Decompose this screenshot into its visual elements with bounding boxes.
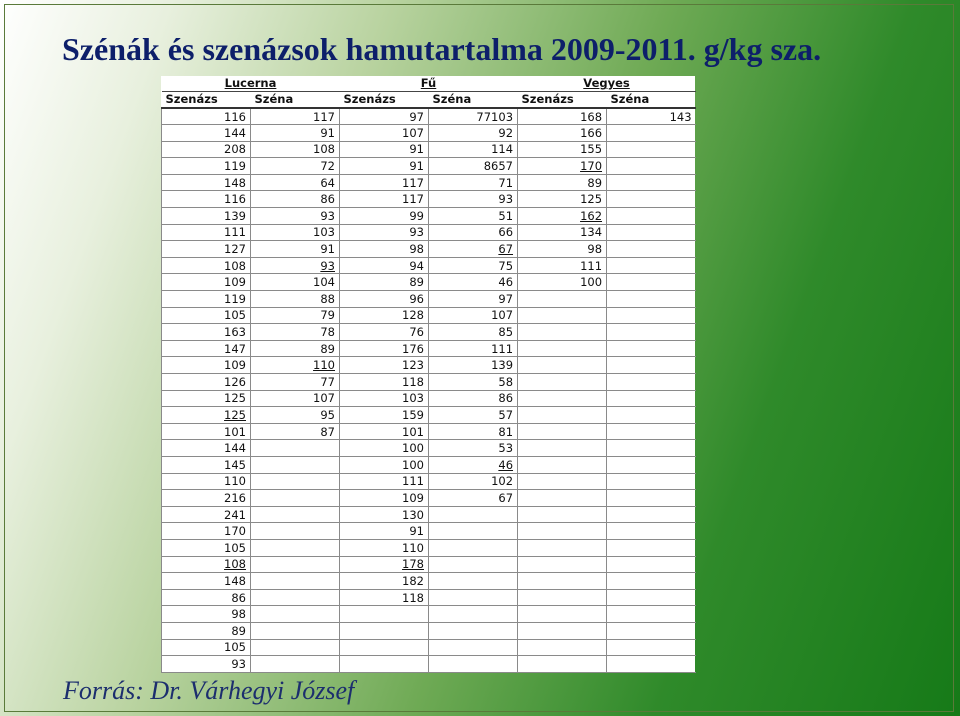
table-cell: 159 [340,407,429,424]
table-cell: 98 [518,241,607,258]
table-cell [518,539,607,556]
table-cell [251,523,340,540]
table-cell [607,324,696,341]
table-cell [607,307,696,324]
table-cell: 111 [429,340,518,357]
table-cell: 97 [340,108,429,125]
table-cell: 110 [251,357,340,374]
table-cell [607,357,696,374]
table-cell: 89 [251,340,340,357]
table-cell: 119 [162,158,251,175]
table-cell [607,490,696,507]
table-cell [607,573,696,590]
table-row [162,407,696,424]
table-cell: 85 [429,324,518,341]
table-cell: 139 [429,357,518,374]
table-cell [251,456,340,473]
table-row [162,257,696,274]
table-cell [518,573,607,590]
table-row [162,125,696,142]
group-header-vegyes: Vegyes [518,76,696,91]
table-cell [518,523,607,540]
table-cell: 99 [340,208,429,225]
table-cell: 178 [340,556,429,573]
table-cell: 100 [340,456,429,473]
table-cell [607,291,696,308]
table-cell: 67 [429,490,518,507]
table-cell [251,606,340,623]
table-cell: 93 [429,191,518,208]
table-cell: 123 [340,357,429,374]
slide-title: Szénák és szenázsok hamutartalma 2009-2011. g/kg sza. [62,31,822,67]
table-row [162,656,696,673]
table-row [162,108,696,125]
table-cell: 98 [162,606,251,623]
table-row [162,291,696,308]
table-cell: 46 [429,456,518,473]
table-cell: 89 [340,274,429,291]
table-cell: 89 [162,622,251,639]
table-cell: 108 [251,141,340,158]
group-header-fu: Fű [340,76,518,91]
table-cell [251,506,340,523]
table-cell: 145 [162,456,251,473]
table-cell [251,440,340,457]
table-cell: 109 [162,357,251,374]
table-cell [518,639,607,656]
table-cell [607,473,696,490]
table-cell [518,440,607,457]
table-cell [607,274,696,291]
table-cell [429,606,518,623]
table-cell: 100 [518,274,607,291]
table-cell: 130 [340,506,429,523]
table-cell: 79 [251,307,340,324]
table-cell: 163 [162,324,251,341]
table-cell [607,423,696,440]
table-cell [607,174,696,191]
table-cell [607,656,696,673]
table-cell: 144 [162,125,251,142]
table-row [162,573,696,590]
table-cell: 98 [340,241,429,258]
table-cell [607,390,696,407]
table-cell [518,357,607,374]
table-cell: 118 [340,374,429,391]
table-cell [607,191,696,208]
table-cell [607,257,696,274]
table-row [162,390,696,407]
table-cell [518,340,607,357]
table-cell: 91 [251,125,340,142]
table-cell [607,125,696,142]
table-cell [429,556,518,573]
table-cell: 67 [429,241,518,258]
table-cell: 93 [251,208,340,225]
table-cell [251,573,340,590]
column-header: Szenázs [162,91,251,108]
table-cell: 109 [340,490,429,507]
table-cell: 134 [518,224,607,241]
table-cell [607,622,696,639]
table-cell [518,556,607,573]
table-cell: 111 [518,257,607,274]
table-cell: 89 [518,174,607,191]
table-cell [607,374,696,391]
table-cell [251,639,340,656]
table-cell: 216 [162,490,251,507]
table-cell: 88 [251,291,340,308]
table-row [162,473,696,490]
table-cell: 46 [429,274,518,291]
table-row [162,340,696,357]
table-row [162,241,696,258]
table-cell: 117 [340,174,429,191]
table-cell [518,407,607,424]
table-cell: 126 [162,374,251,391]
column-header: Szenázs [518,91,607,108]
table-row [162,141,696,158]
table-cell [518,473,607,490]
table-cell: 114 [429,141,518,158]
table-cell: 91 [340,141,429,158]
table-cell [429,622,518,639]
table-cell: 128 [340,307,429,324]
table-cell: 86 [251,191,340,208]
table-cell [518,374,607,391]
table-cell [518,589,607,606]
table-cell: 101 [340,423,429,440]
table-cell: 110 [340,539,429,556]
column-header: Széna [429,91,518,108]
group-header-lucerna: Lucerna [162,76,340,91]
column-header: Széna [251,91,340,108]
table-row [162,191,696,208]
table-cell: 93 [340,224,429,241]
table-cell: 78 [251,324,340,341]
table-cell: 104 [251,274,340,291]
table-cell [607,456,696,473]
table-cell [607,440,696,457]
table-row [162,606,696,623]
table-row [162,224,696,241]
table-cell: 117 [340,191,429,208]
table-cell: 176 [340,340,429,357]
table-cell: 103 [251,224,340,241]
table-cell [518,307,607,324]
table-cell [607,141,696,158]
table-cell: 105 [162,307,251,324]
table-cell: 91 [340,523,429,540]
table-cell [607,506,696,523]
group-header-row [162,76,696,91]
table-cell [607,340,696,357]
table-row [162,208,696,225]
table-cell [518,490,607,507]
table-cell: 125 [162,407,251,424]
table-cell: 107 [251,390,340,407]
table-cell: 111 [340,473,429,490]
table-cell: 162 [518,208,607,225]
table-cell: 125 [518,191,607,208]
table-cell: 118 [340,589,429,606]
table-cell [518,291,607,308]
table-cell [340,639,429,656]
table-cell: 92 [429,125,518,142]
table-cell [251,622,340,639]
source-credit: Forrás: Dr. Várhegyi József [63,676,355,705]
table-row [162,622,696,639]
table-cell: 64 [251,174,340,191]
table-cell: 53 [429,440,518,457]
table-cell: 86 [429,390,518,407]
table-cell [429,573,518,590]
table-cell: 155 [518,141,607,158]
table-row [162,324,696,341]
table-cell: 147 [162,340,251,357]
table-cell: 139 [162,208,251,225]
table-cell: 119 [162,291,251,308]
table-cell [518,390,607,407]
table-cell [518,506,607,523]
table-cell: 102 [429,473,518,490]
table-cell [607,224,696,241]
table-cell: 94 [340,257,429,274]
table-cell: 103 [340,390,429,407]
table-cell: 105 [162,639,251,656]
table-cell: 166 [518,125,607,142]
table-cell: 101 [162,423,251,440]
table-cell: 100 [340,440,429,457]
table-cell: 97 [429,291,518,308]
table-cell [518,622,607,639]
table-row [162,556,696,573]
table-cell [607,523,696,540]
table-cell: 168 [518,108,607,125]
table-cell: 75 [429,257,518,274]
table-cell: 109 [162,274,251,291]
table-cell: 91 [340,158,429,175]
table-cell: 95 [251,407,340,424]
table-cell: 110 [162,473,251,490]
table-cell: 93 [162,656,251,673]
table-cell [429,656,518,673]
table-cell: 91 [251,241,340,258]
table-cell: 116 [162,108,251,125]
table-cell: 182 [340,573,429,590]
table-row [162,374,696,391]
table-cell [607,241,696,258]
table-row [162,523,696,540]
ash-content-table [161,76,696,673]
column-header-row [162,91,696,108]
table-cell: 57 [429,407,518,424]
table-cell: 66 [429,224,518,241]
table-cell [429,589,518,606]
table-cell: 107 [429,307,518,324]
table-cell: 148 [162,174,251,191]
table-cell [340,622,429,639]
table-cell [251,556,340,573]
table-row [162,423,696,440]
table-row [162,174,696,191]
table-cell [518,456,607,473]
table-cell: 208 [162,141,251,158]
table-cell [251,473,340,490]
table-row [162,158,696,175]
table-cell: 107 [340,125,429,142]
table-cell: 148 [162,573,251,590]
table-cell: 77103 [429,108,518,125]
table-cell: 87 [251,423,340,440]
table-row [162,506,696,523]
table-cell: 108 [162,556,251,573]
table-cell: 143 [607,108,696,125]
data-table-sheet [161,76,695,673]
table-cell [340,606,429,623]
column-header: Széna [607,91,696,108]
table-row [162,490,696,507]
table-cell: 81 [429,423,518,440]
table-cell [607,556,696,573]
table-cell: 108 [162,257,251,274]
table-cell [518,656,607,673]
table-cell [251,656,340,673]
table-cell [251,589,340,606]
table-cell [429,523,518,540]
table-cell: 111 [162,224,251,241]
table-cell [340,656,429,673]
table-row [162,456,696,473]
table-cell [607,407,696,424]
table-cell [429,539,518,556]
table-row [162,357,696,374]
table-cell: 76 [340,324,429,341]
table-cell: 170 [518,158,607,175]
table-cell: 127 [162,241,251,258]
table-cell [518,324,607,341]
table-cell: 93 [251,257,340,274]
table-cell: 71 [429,174,518,191]
table-cell: 105 [162,539,251,556]
table-cell: 241 [162,506,251,523]
table-cell [607,208,696,225]
table-cell [607,158,696,175]
table-cell: 117 [251,108,340,125]
column-header: Szenázs [340,91,429,108]
table-cell: 86 [162,589,251,606]
table-cell [429,639,518,656]
table-body [162,108,696,672]
table-cell: 58 [429,374,518,391]
table-cell [607,639,696,656]
table-cell: 125 [162,390,251,407]
table-cell [251,490,340,507]
table-cell: 72 [251,158,340,175]
table-cell [607,606,696,623]
table-cell: 144 [162,440,251,457]
table-cell [251,539,340,556]
table-row [162,440,696,457]
table-cell [607,539,696,556]
table-cell [518,423,607,440]
table-row [162,274,696,291]
table-row [162,539,696,556]
table-cell: 116 [162,191,251,208]
table-row [162,639,696,656]
table-cell: 51 [429,208,518,225]
table-cell: 170 [162,523,251,540]
table-cell: 8657 [429,158,518,175]
table-row [162,589,696,606]
table-cell: 96 [340,291,429,308]
table-cell [607,589,696,606]
table-cell: 77 [251,374,340,391]
table-cell [518,606,607,623]
table-row [162,307,696,324]
table-cell [429,506,518,523]
